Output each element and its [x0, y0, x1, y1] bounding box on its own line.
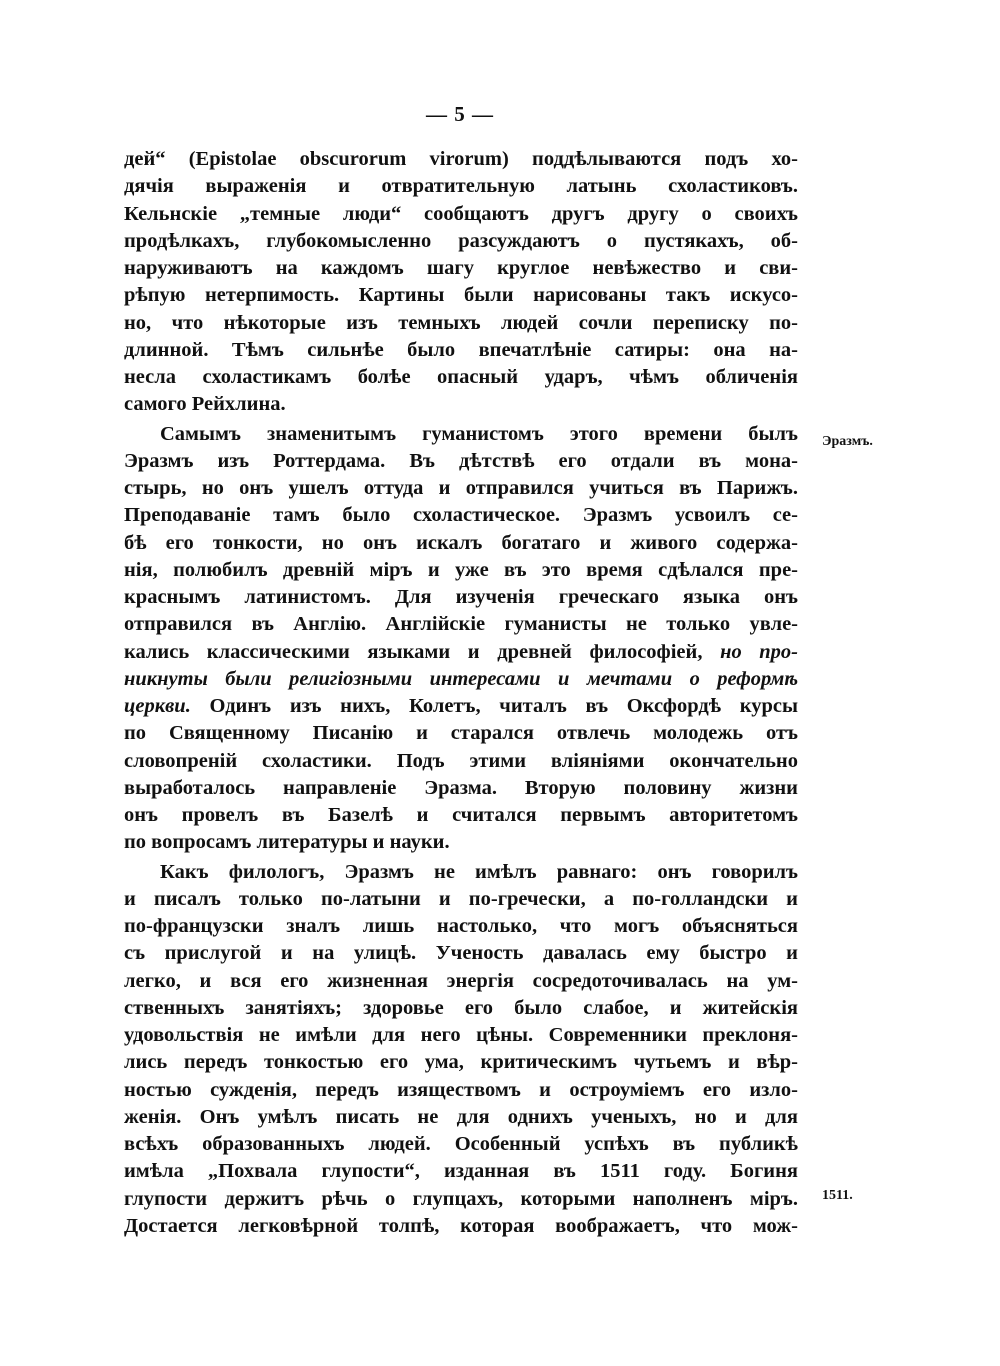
text-line-italic: никнуты были религіозными интересами и мечтами о реформѣ — [124, 667, 798, 690]
text-line: по вопросамъ литературы и науки. — [124, 831, 450, 854]
page-number: — 5 — — [426, 102, 494, 126]
text-line: Какъ филологъ, Эразмъ не имѣлъ равнаго: онъ говорилъ — [160, 860, 798, 883]
text-line — [124, 639, 798, 666]
text-line: всѣхъ образованныхъ людей. Особенный успѣхъ въ публикѣ — [124, 1133, 798, 1155]
text-line: дячія выраженія и отвратительную латынь схоластиковъ. — [124, 175, 798, 198]
text-line: удовольствія не имѣли для него цѣны. Современники преклоня- — [124, 1024, 798, 1046]
italic-segment: но про- — [720, 640, 799, 663]
text-line: Преподаваніе тамъ было схоластическое. Эразмъ усвоилъ се- — [124, 504, 798, 527]
text-line: словопреній схоластики. Подъ этими вліяніями окончательно — [124, 749, 798, 772]
text-line: выработалось направленіе Эразма. Вторую половину жизни — [124, 776, 798, 799]
text-line: стырь, но онъ ушелъ оттуда и отправился учиться въ Парижъ. — [124, 477, 798, 499]
text-line: Самымъ знаменитымъ гуманистомъ этого времени былъ — [160, 422, 798, 445]
text-line: ственныхъ занятіяхъ; здоровье его было слабое, и житейскія — [124, 996, 798, 1019]
margin-note-year: 1511. — [822, 1188, 853, 1203]
text-line: по Священному Писанію и старался отвлечь молодежь отъ — [124, 722, 798, 745]
text-line: лись передъ тонкостью его ума, критическимъ чутьемъ и вѣр- — [124, 1051, 798, 1074]
text-line: и писалъ только по-латыни и по-гречески, а по-голландски и — [124, 887, 798, 910]
body-text — [124, 146, 798, 1240]
italic-segment: церкви. — [124, 695, 191, 717]
text-line: нія, полюбилъ древній міръ и уже въ это время сдѣлался пре- — [124, 558, 798, 581]
text-line: рѣпую нетерпимость. Картины были нарисованы такъ искусо- — [124, 284, 798, 307]
text-line: ностью сужденія, передъ изяществомъ и остроуміемъ его изло- — [124, 1078, 798, 1101]
text-line: несла схоластикамъ болѣе опасный ударъ, чѣмъ обличенія — [124, 366, 798, 388]
text-segment: Одинъ изъ нихъ, Колетъ, читалъ въ Оксфордѣ курсы — [209, 695, 799, 717]
text-line: продѣлкахъ, глубокомысленно разсуждаютъ о пустякахъ, об- — [124, 229, 798, 252]
text-line: самого Рейхлина. — [124, 393, 286, 416]
margin-note-erasmus: Эразмъ. — [822, 434, 873, 449]
text-line: Кельнскіе „темные люди“ сообщаютъ другъ другу о своихъ — [124, 202, 798, 225]
text-line — [124, 693, 798, 720]
text-line: по-французски зналъ лишь настолько, что могъ объясняться — [124, 915, 798, 937]
text-line: глупости держитъ рѣчь о глупцахъ, которыми наполненъ міръ. — [124, 1187, 798, 1210]
text-line: онъ провелъ въ Базелѣ и считался первымъ авторитетомъ — [124, 804, 798, 826]
text-line: Достается легковѣрной толпѣ, которая воображаетъ, что мож- — [124, 1214, 798, 1237]
text-line: Эразмъ изъ Роттердама. Въ дѣтствѣ его отдали въ мона- — [124, 449, 798, 472]
text-line: бѣ его тонкости, но онъ искалъ богатаго и живого содержа- — [124, 531, 798, 554]
text-line: наруживаютъ на каждомъ шагу круглое невѣжество и сви- — [124, 257, 798, 279]
text-line: легко, и вся его жизненная энергія сосредоточивалась на ум- — [124, 969, 798, 992]
text-line: длинной. Тѣмъ сильнѣе было впечатлѣніе сатиры: она на- — [124, 338, 798, 361]
text-line: отправился въ Англію. Англійскіе гуманисты не только увле- — [124, 613, 798, 636]
text-line: имѣла „Похвала глупости“, изданная въ 1511 году. Богиня — [124, 1160, 798, 1183]
text-line: съ прислугой и на улицѣ. Ученость давалась ему быстро и — [124, 942, 798, 965]
text-line: женія. Онъ умѣлъ писать не для однихъ ученыхъ, но и для — [124, 1105, 798, 1128]
text-line: но, что нѣкоторые изъ темныхъ людей сочли переписку по- — [124, 311, 798, 334]
text-segment: кались классическими языками и древней философіей, — [124, 640, 703, 663]
text-line: дей“ (Epistolae obscurorum virorum) поддѣлываются подъ хо- — [124, 148, 798, 170]
text-line: краснымъ латинистомъ. Для изученія греческаго языка онъ — [124, 586, 798, 608]
